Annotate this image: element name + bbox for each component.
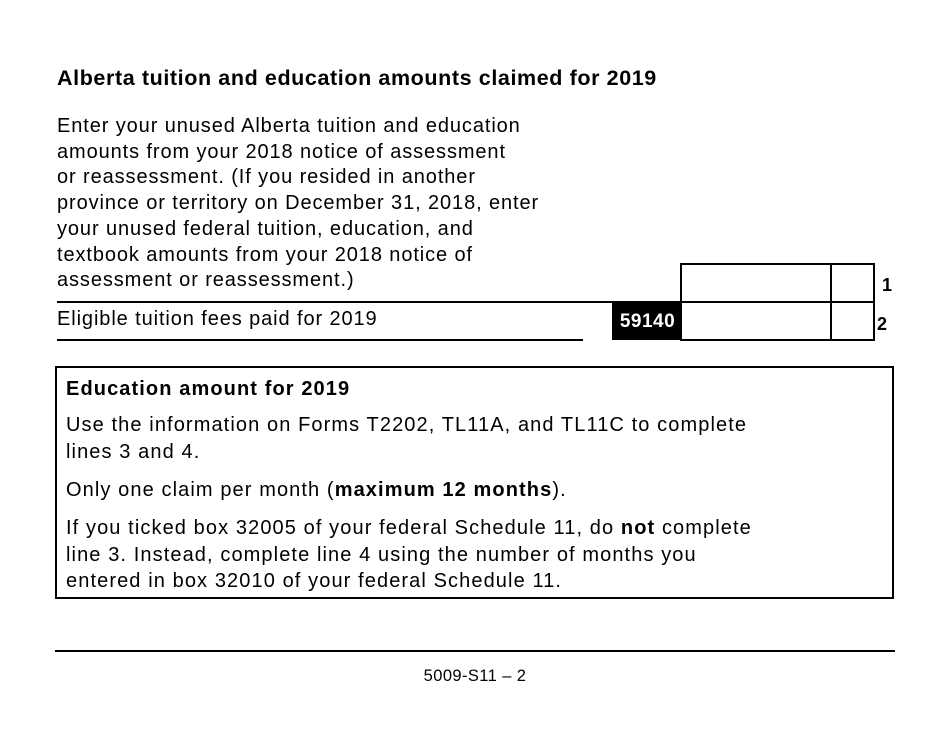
line2-number: 2 [877, 314, 888, 334]
line2-amount-dollars[interactable] [680, 301, 832, 341]
para-text: Only one claim per month ( [66, 479, 335, 501]
line2-underline [57, 339, 583, 341]
para-text: ). [552, 479, 567, 501]
line1-amount-cents[interactable] [830, 263, 875, 303]
para-text: If you ticked box 32005 of your federal Schedule 11, do [66, 517, 621, 539]
para-text: complete [655, 517, 752, 539]
education-heading: Education amount for 2019 [66, 378, 351, 400]
page-number: 5009-S11 – 2 [423, 667, 527, 685]
line1-amount-dollars[interactable] [680, 263, 832, 303]
intro-line: textbook amounts from your 2018 notice of [57, 243, 474, 266]
line1-divider [57, 301, 682, 303]
line2-amount-cents[interactable] [830, 301, 875, 341]
para-bold-text: not [620, 517, 656, 539]
intro-line: amounts from your 2018 notice of assessment [57, 140, 506, 163]
para-line [66, 515, 752, 542]
education-para-one-claim [66, 477, 567, 504]
intro-line: or reassessment. (If you resided in another [57, 166, 476, 189]
para-line: entered in box 32010 of your federal Schedule 11. [66, 570, 563, 592]
para-line: Use the information on Forms T2202, TL11A, and TL11C to complete [66, 414, 748, 436]
para-line: line 3. Instead, complete line 4 using the number of months you [66, 543, 697, 566]
intro-line: your unused federal tuition, education, and [57, 217, 474, 240]
line2-label: Eligible tuition fees paid for 2019 [57, 308, 378, 330]
intro-line: assessment or reassessment.) [57, 269, 355, 292]
education-para-forms [66, 412, 747, 465]
footer-rule [55, 650, 895, 652]
para-line: lines 3 and 4. [66, 440, 201, 463]
para-bold-text: maximum 12 months [334, 479, 553, 501]
education-amount-box [55, 366, 894, 599]
line2-code-box: 59140 [612, 303, 683, 340]
intro-text [57, 114, 657, 294]
section-title: Alberta tuition and education amounts claimed for 2019 [57, 66, 657, 90]
intro-line: province or territory on December 31, 2018, enter [57, 192, 540, 215]
intro-line: Enter your unused Alberta tuition and education [57, 115, 521, 137]
education-para-schedule11 [66, 515, 752, 595]
line1-number: 1 [882, 275, 893, 295]
